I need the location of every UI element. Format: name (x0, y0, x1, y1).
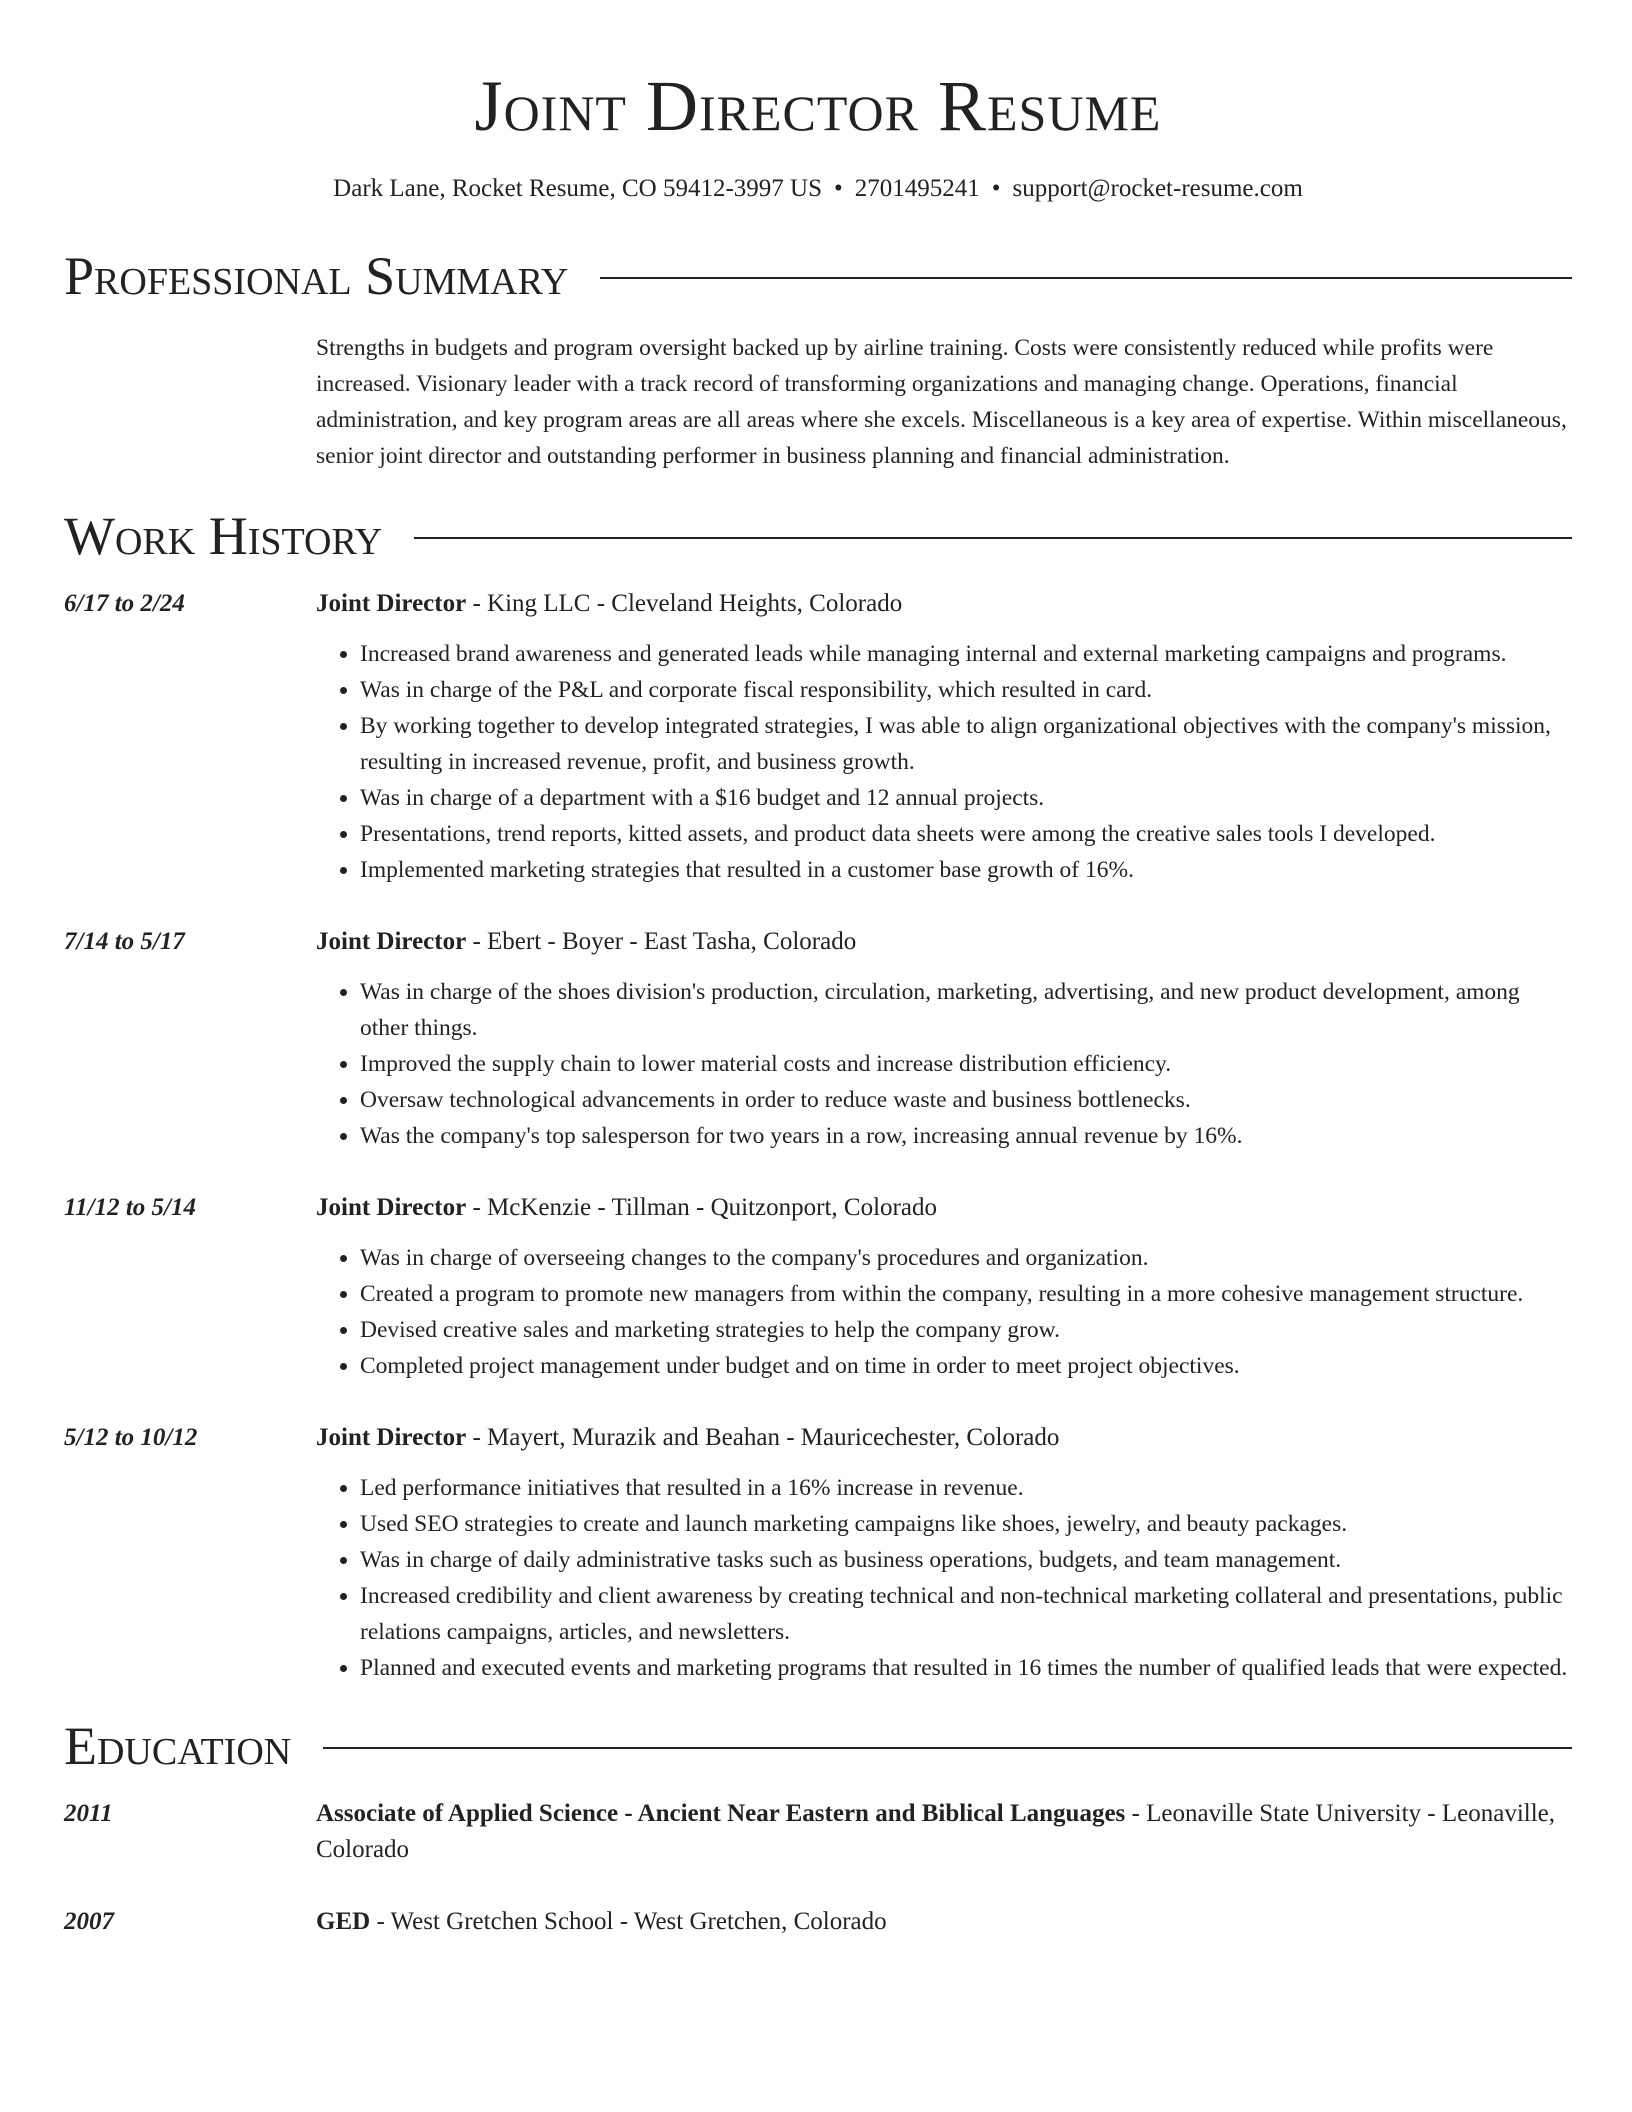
work-heading-line (316, 586, 1572, 622)
job-bullet: • Increased brand awareness and generated leads while managing internal and external marketing campaigns and programs. (360, 636, 1572, 672)
job-bullet: • Devised creative sales and marketing strategies to help the company grow. (360, 1312, 1572, 1348)
section-divider (414, 537, 1572, 539)
job-bullet: • Completed project management under budget and on time in order to meet project objectives. (360, 1348, 1572, 1384)
degree-name: GED (316, 1908, 371, 1935)
job-bullet: • Created a program to promote new managers from within the company, resulting in a more cohesive management structure. (360, 1276, 1572, 1312)
section-divider (323, 1747, 1572, 1749)
job-bullet-list (316, 1470, 1572, 1686)
job-bullet: • By working together to develop integrated strategies, I was able to align organizational objectives with the company's mission, resulting in increased revenue, profit, and business growth. (360, 708, 1572, 780)
work-entry (64, 1420, 1572, 1686)
work-heading-line (316, 1190, 1572, 1226)
job-title: Joint Director (316, 590, 467, 617)
summary-text: Strengths in budgets and program oversight backed up by airline training. Costs were consistently reduced while profits were increased. Visionary leader with a track record of transforming organizations and managing change. Operations, financial administration, and key program areas are all areas where she excels. Miscellaneous is a key area of expertise. Within miscellaneous, senior joint director and outstanding performer in business planning and financial administration. (316, 335, 1567, 469)
job-bullet: • Improved the supply chain to lower material costs and increase distribution efficiency. (360, 1046, 1572, 1082)
education-details (316, 1796, 1572, 1868)
employer-location: - King LLC - Cleveland Heights, Colorado (466, 590, 903, 617)
job-bullet-list (316, 974, 1572, 1154)
contact-line (64, 172, 1572, 206)
job-bullet: • Led performance initiatives that resulted in a 16% increase in revenue. (360, 1470, 1572, 1506)
education-details (316, 1904, 1572, 1940)
contact-phone: 2701495241 (854, 175, 980, 202)
degree-name: Associate of Applied Science - Ancient Near Eastern and Biblical Languages (316, 1800, 1126, 1827)
job-bullet-list (316, 636, 1572, 888)
summary-heading: Professional Summary (64, 246, 569, 306)
section-divider (600, 277, 1572, 279)
job-bullet: • Was in charge of overseeing changes to the company's procedures and organization. (360, 1240, 1572, 1276)
work-dates: 5/12 to 10/12 (64, 1424, 198, 1451)
summary-section-header (64, 244, 1572, 308)
employer-location: - Ebert - Boyer - East Tasha, Colorado (466, 928, 857, 955)
work-entry (64, 924, 1572, 1154)
job-bullet: • Presentations, trend reports, kitted assets, and product data sheets were among the creative sales tools I developed. (360, 816, 1572, 852)
education-year: 2011 (64, 1800, 113, 1827)
work-entry-body (316, 1190, 1572, 1384)
job-bullet: • Was in charge of the shoes division's production, circulation, marketing, advertising, and new product development, among other things. (360, 974, 1572, 1046)
job-title: Joint Director (316, 1194, 467, 1221)
work-heading-line (316, 924, 1572, 960)
education-section-header (64, 1714, 1572, 1778)
job-title: Joint Director (316, 1424, 467, 1451)
work-dates: 11/12 to 5/14 (64, 1194, 196, 1221)
job-bullet: • Implemented marketing strategies that resulted in a customer base growth of 16%. (360, 852, 1572, 888)
contact-email: support@rocket-resume.com (1012, 175, 1303, 202)
work-dates: 6/17 to 2/24 (64, 590, 185, 617)
work-history-list (64, 586, 1572, 1686)
work-heading: Work History (64, 506, 383, 566)
job-bullet: • Oversaw technological advancements in order to reduce waste and business bottlenecks. (360, 1082, 1572, 1118)
work-section-header (64, 504, 1572, 568)
job-bullet: • Was in charge of the P&L and corporate fiscal responsibility, which resulted in card. (360, 672, 1572, 708)
work-dates: 7/14 to 5/17 (64, 928, 185, 955)
work-entry-body (316, 1420, 1572, 1686)
work-entry (64, 1190, 1572, 1384)
contact-address: Dark Lane, Rocket Resume, CO 59412-3997 US (333, 175, 822, 202)
job-bullet: • Was in charge of daily administrative tasks such as business operations, budgets, and team management. (360, 1542, 1572, 1578)
education-list (64, 1796, 1572, 1940)
work-entry-body (316, 924, 1572, 1154)
job-bullet: • Was in charge of a department with a $16 budget and 12 annual projects. (360, 780, 1572, 816)
resume-page (64, 0, 1572, 1940)
work-entry (64, 586, 1572, 888)
contact-separator: • (833, 175, 843, 202)
education-heading: Education (64, 1716, 292, 1776)
job-bullet: • Increased credibility and client awareness by creating technical and non-technical marketing collateral and presentations, public relations campaigns, articles, and newsletters. (360, 1578, 1572, 1650)
job-bullet: • Planned and executed events and marketing programs that resulted in 16 times the number of qualified leads that were expected. (360, 1650, 1572, 1686)
work-heading-line (316, 1420, 1572, 1456)
job-bullet: • Was the company's top salesperson for two years in a row, increasing annual revenue by 16%. (360, 1118, 1572, 1154)
school-location: - Leonaville State University - Leonaville, Colorado (316, 1800, 1562, 1863)
job-title: Joint Director (316, 928, 467, 955)
contact-separator: • (991, 175, 1001, 202)
school-location: - West Gretchen School - West Gretchen, Colorado (370, 1908, 887, 1935)
work-entry-body (316, 586, 1572, 888)
education-entry (64, 1904, 1572, 1940)
resume-title: Joint Director Resume (474, 66, 1162, 146)
job-bullet-list (316, 1240, 1572, 1384)
employer-location: - Mayert, Murazik and Beahan - Mauricechester, Colorado (466, 1424, 1060, 1451)
education-year: 2007 (64, 1908, 114, 1935)
education-entry (64, 1796, 1572, 1868)
job-bullet: • Used SEO strategies to create and launch marketing campaigns like shoes, jewelry, and beauty packages. (360, 1506, 1572, 1542)
employer-location: - McKenzie - Tillman - Quitzonport, Colorado (466, 1194, 937, 1221)
